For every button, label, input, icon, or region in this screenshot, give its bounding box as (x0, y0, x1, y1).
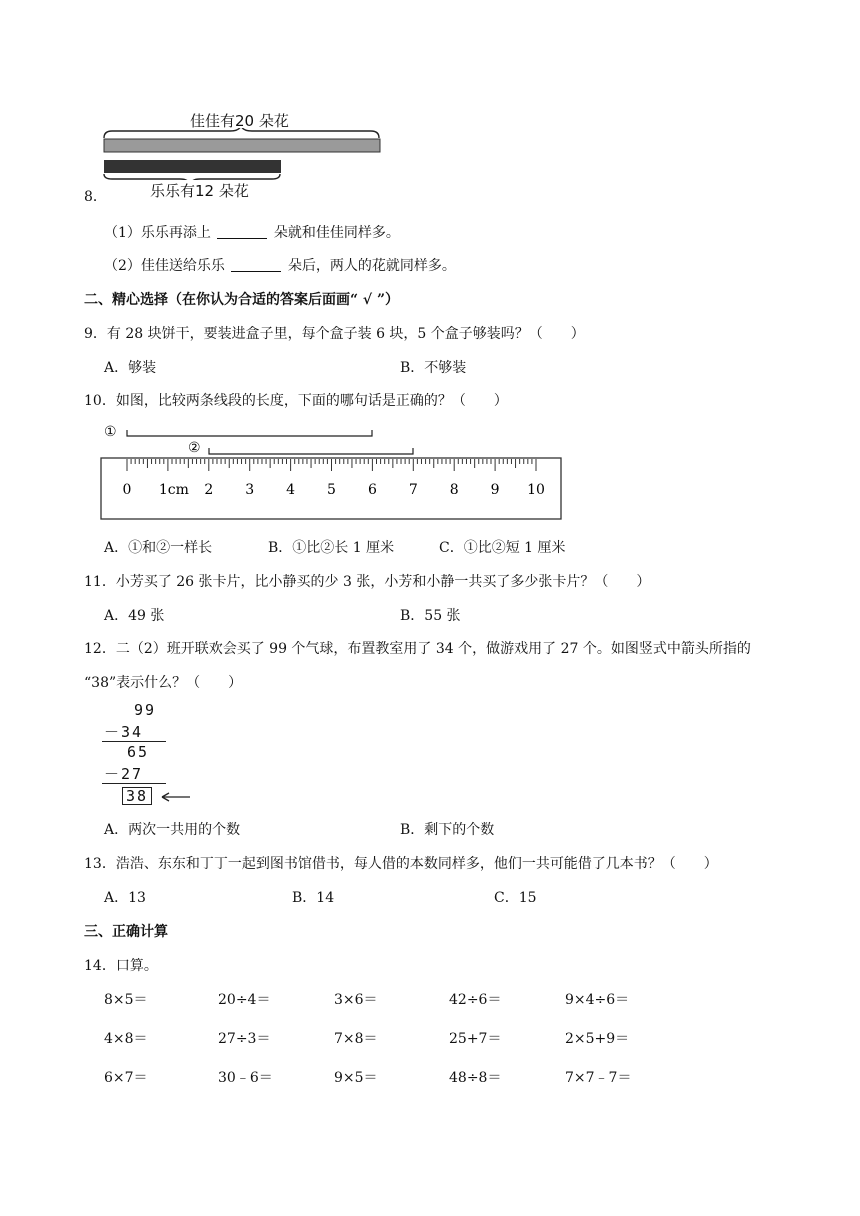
calc-item: 9×5＝ (334, 1070, 378, 1086)
ruler-label: 9 (490, 482, 500, 498)
q14-text: 14．口算。 (84, 958, 158, 974)
q8-sub2-prefix: （2）佳佳送给乐乐 (104, 258, 225, 274)
q10-ruler-figure (100, 424, 570, 524)
ruler-label: 3 (245, 482, 255, 498)
q9-option-b[interactable]: B．不够装 (400, 360, 467, 376)
calc-item: 2×5+9＝ (565, 1031, 630, 1047)
q8-sub1-blank[interactable] (217, 224, 267, 239)
q12-option-a[interactable]: A．两次一共用的个数 (104, 822, 241, 838)
q8-sub2-blank[interactable] (231, 257, 281, 272)
q8-sub1-prefix: （1）乐乐再添上 (104, 225, 211, 241)
ruler-label: 6 (367, 482, 377, 498)
calc-item: 27÷3＝ (218, 1031, 271, 1047)
calc-b: －34 (104, 723, 144, 741)
comparison-bars (100, 128, 385, 180)
q8-number: 8． (84, 189, 107, 205)
q12-text-line1: 12．二（2）班开联欢会买了 99 个气球，布置教室用了 34 个，做游戏用了 27 个。如图竖式中箭头所指的 (84, 641, 751, 657)
calc-d: －27 (104, 765, 144, 783)
calc-item: 42÷6＝ (449, 992, 502, 1008)
section3-title: 三、正确计算 (84, 924, 168, 940)
q8-sub2-suffix: 朵后，两人的花就同样多。 (287, 258, 456, 274)
q12-text-line2: “38”表示什么？（ ） (84, 675, 243, 691)
q11-text: 11．小芳买了 26 张卡片，比小静买的少 3 张，小芳和小静一共买了多少张卡片？（ ） (84, 574, 651, 590)
calc-c: 65 (127, 743, 150, 761)
calc-item: 7×8＝ (334, 1031, 378, 1047)
q10-text: 10．如图，比较两条线段的长度，下面的哪句话是正确的？（ ） (84, 393, 508, 409)
q13-option-a[interactable]: A．13 (104, 890, 146, 906)
calc-item: 20÷4＝ (218, 992, 271, 1008)
segment2-label: ② (188, 440, 201, 456)
calc-item: 6×7＝ (104, 1070, 148, 1086)
calc-result-box: 38 (122, 787, 152, 805)
jiajia-bar (104, 139, 380, 152)
calc-item: 3×6＝ (334, 992, 378, 1008)
q9-option-a[interactable]: A．够装 (104, 360, 157, 376)
q12-option-b[interactable]: B．剩下的个数 (400, 822, 495, 838)
q13-option-c[interactable]: C．15 (494, 890, 537, 906)
calc-item: 8×5＝ (104, 992, 148, 1008)
ruler-label: 0 (122, 482, 132, 498)
calc-a: 99 (134, 701, 157, 719)
ruler-label: 5 (327, 482, 336, 498)
lele-bar (104, 160, 281, 173)
q11-option-b[interactable]: B．55 张 (400, 608, 461, 624)
calc-item: 9×4÷6＝ (565, 992, 630, 1008)
calc-line2 (102, 783, 166, 784)
calc-item: 30﹣6＝ (218, 1070, 273, 1086)
ruler-label: 1cm (158, 482, 189, 498)
q10-option-c[interactable]: C．①比②短 1 厘米 (439, 540, 566, 556)
q11-option-a[interactable]: A．49 张 (104, 608, 165, 624)
q13-option-b[interactable]: B．14 (292, 890, 335, 906)
ruler-label: 8 (449, 482, 459, 498)
calc-item: 7×7﹣7＝ (565, 1070, 632, 1086)
segment1-label: ① (104, 424, 117, 440)
ruler-label: 10 (527, 482, 545, 498)
q10-option-a[interactable]: A．①和②一样长 (104, 540, 213, 556)
figure-top-label: 佳佳有20 朵花 (190, 112, 289, 130)
ruler-label: 4 (286, 482, 296, 498)
figure-bottom-label: 乐乐有12 朵花 (150, 182, 249, 200)
calc-item: 25+7＝ (449, 1031, 502, 1047)
q10-option-b[interactable]: B．①比②长 1 厘米 (268, 540, 395, 556)
q8-sub1-suffix: 朵就和佳佳同样多。 (273, 225, 400, 241)
calc-line1 (102, 741, 166, 742)
section2-title: 二、精心选择（在你认为合适的答案后面画“ √ ”） (84, 292, 400, 308)
q8-sub1 (104, 224, 400, 242)
ruler-label: 2 (204, 482, 214, 498)
ruler-label: 7 (408, 482, 418, 498)
q9-text: 9．有 28 块饼干，要装进盒子里，每个盒子装 6 块，5 个盒子够装吗？（ ） (84, 326, 585, 342)
arrow-left-icon (160, 790, 192, 804)
segment2-line (209, 448, 413, 454)
segment1-line (127, 430, 372, 436)
q13-text: 13．浩浩、东东和丁丁一起到图书馆借书，每人借的本数同样多，他们一共可能借了几本书？（ ） (84, 856, 718, 872)
q8-sub2 (104, 257, 456, 275)
calc-item: 4×8＝ (104, 1031, 148, 1047)
calc-item: 48÷8＝ (449, 1070, 502, 1086)
